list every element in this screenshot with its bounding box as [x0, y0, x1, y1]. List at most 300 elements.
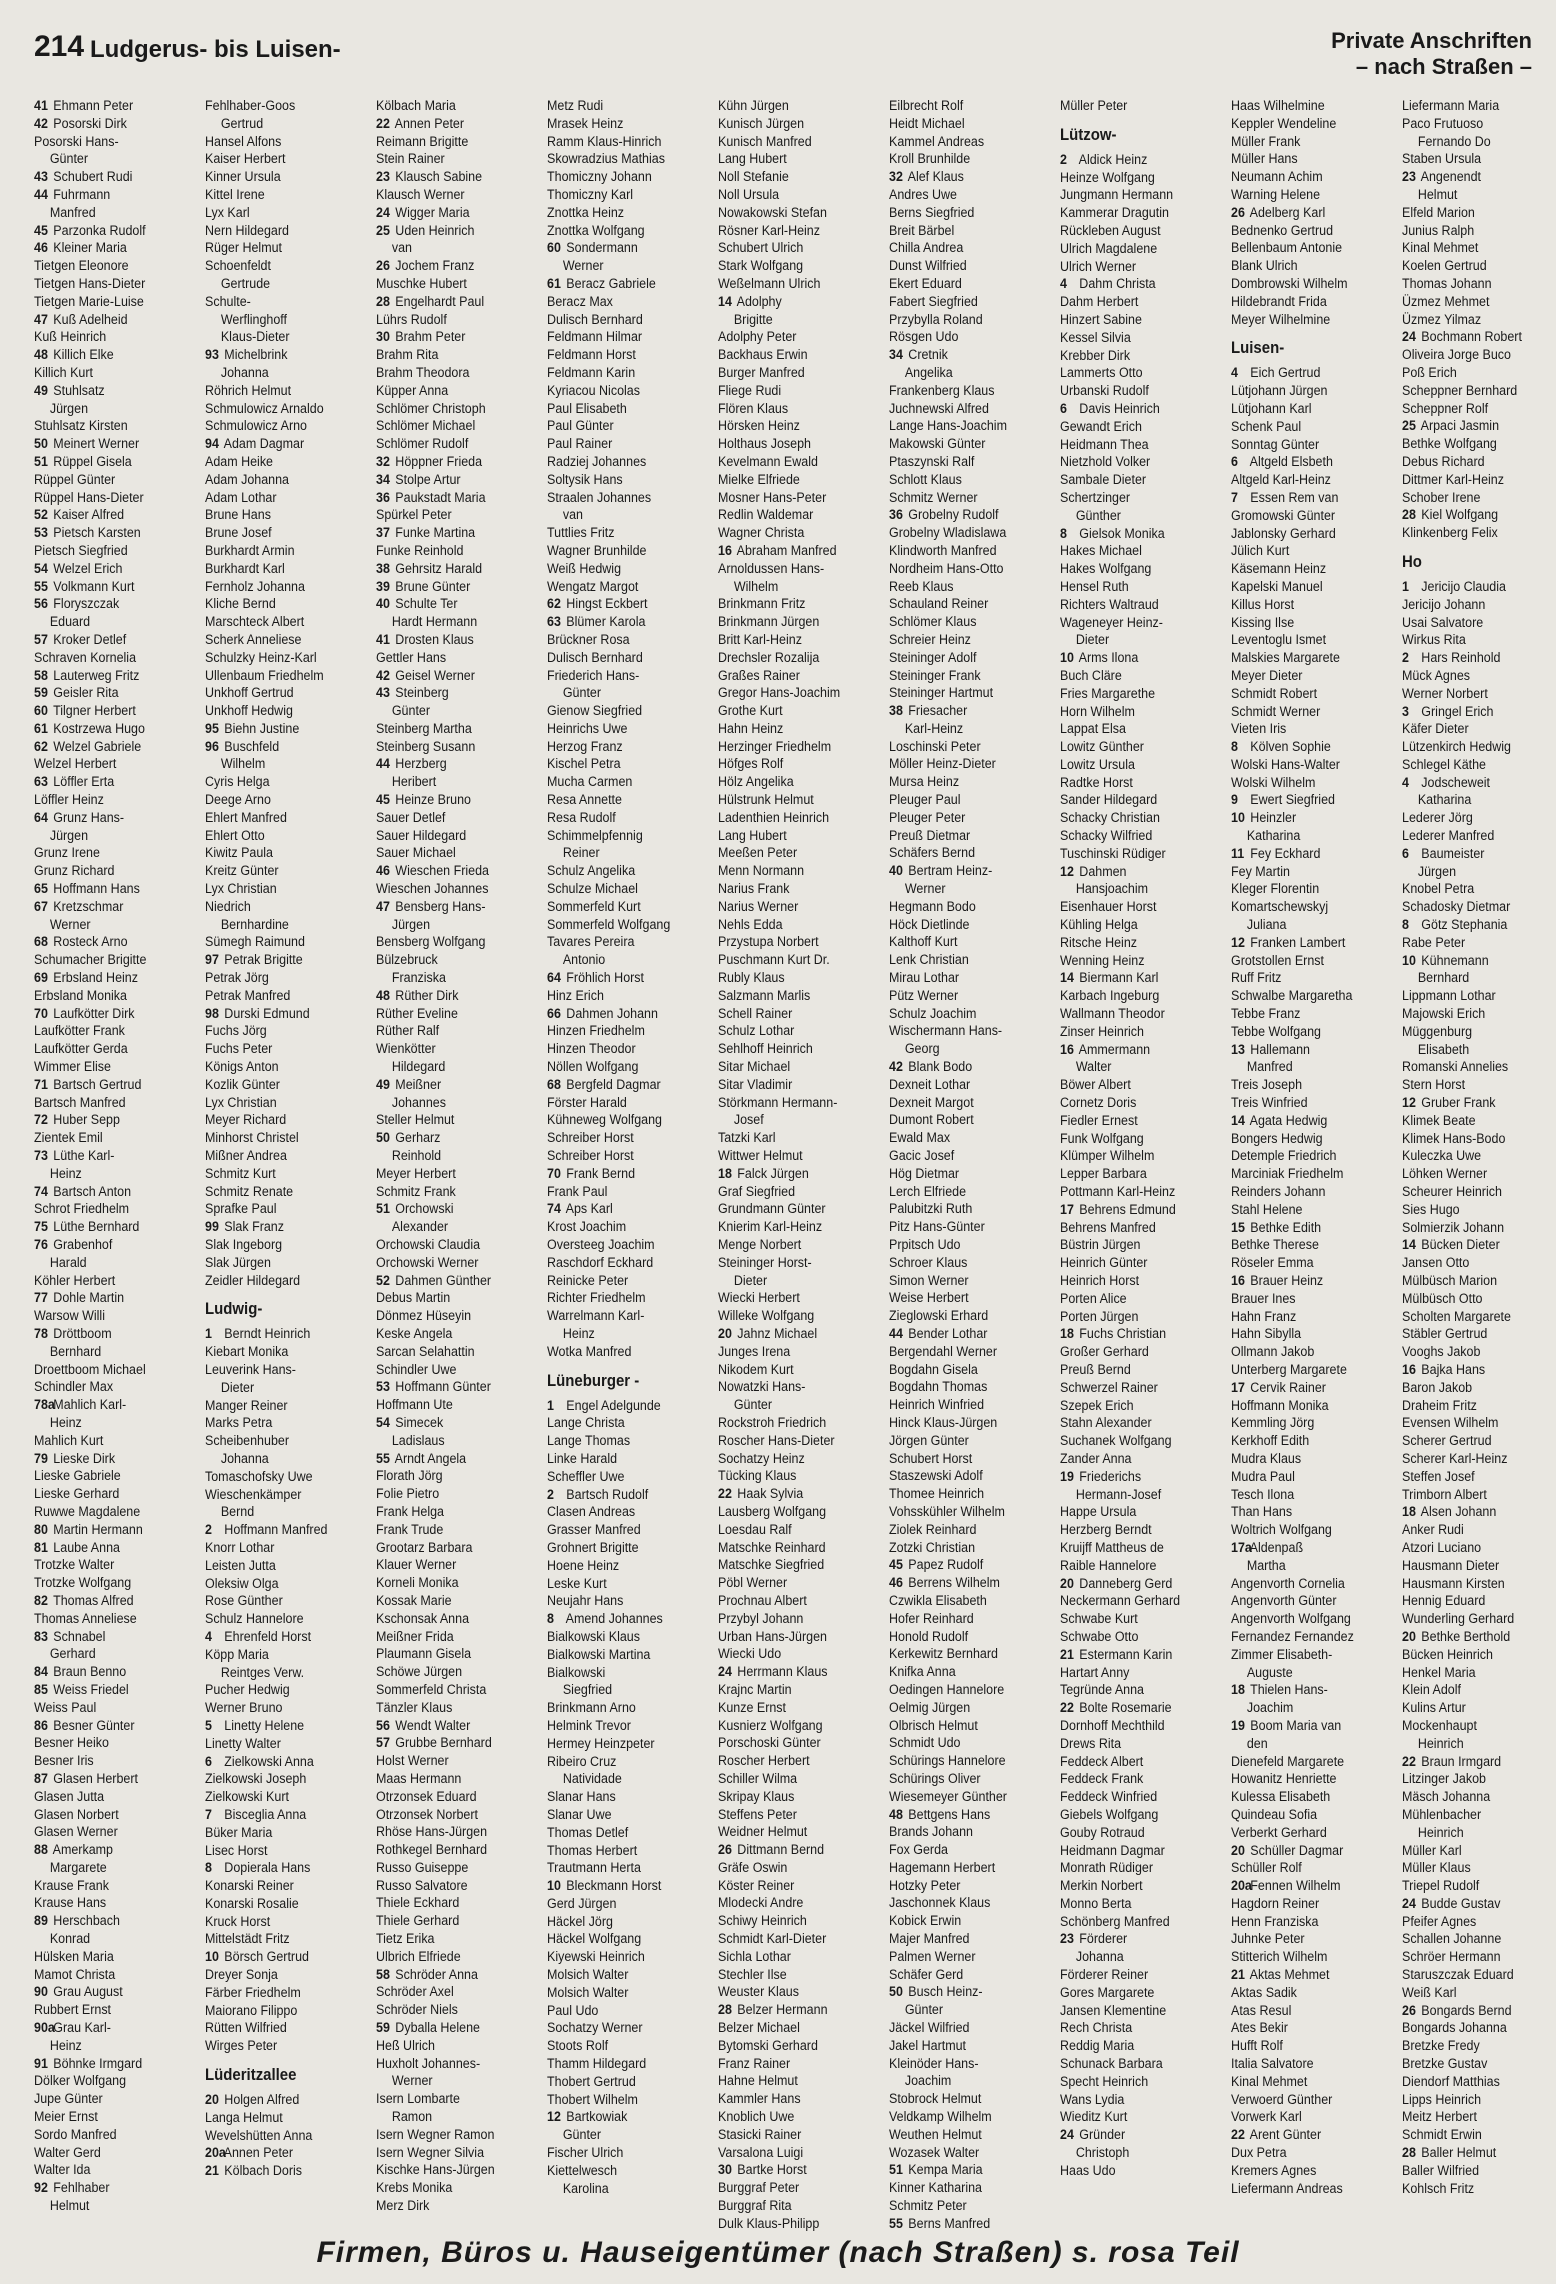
- directory-entry: Paco Frutuoso: [1402, 115, 1484, 132]
- entry-continuation: Fernando Do: [1417, 133, 1491, 150]
- directory-entry: Meißner Frida: [376, 1628, 454, 1645]
- directory-entry: Sarcan Selahattin: [376, 1343, 475, 1360]
- directory-entry: 20a Annen Peter: [205, 2145, 294, 2162]
- directory-entry: Radtke Horst: [1060, 774, 1133, 791]
- directory-entry: Brahm Rita: [376, 347, 439, 364]
- directory-entry: Wimmer Elise: [34, 1059, 111, 1076]
- directory-entry: Bongers Hedwig: [1231, 1130, 1323, 1147]
- entry-continuation: Ramon: [391, 2109, 433, 2126]
- directory-entry: Jupe Günter: [34, 2091, 103, 2108]
- directory-entry: Elfeld Marion: [1402, 204, 1475, 221]
- entry-continuation: Günter: [49, 151, 89, 168]
- directory-entry: Thomee Heinrich: [889, 1486, 985, 1503]
- directory-entry: Wieditz Kurt: [1060, 2109, 1128, 2126]
- directory-entry: Krause Frank: [34, 1877, 109, 1894]
- directory-entry: Triepel Rudolf: [1402, 1878, 1480, 1895]
- directory-column: [1402, 98, 1530, 2234]
- directory-entry: Walter Ida: [34, 2162, 91, 2179]
- directory-entry: 6 Altgeld Elsbeth: [1231, 454, 1333, 471]
- directory-entry: 50 Gerharz: [376, 1130, 441, 1147]
- directory-entry: Stuhlsatz Kirsten: [34, 418, 128, 435]
- directory-entry: Schüller Rolf: [1231, 1860, 1302, 1877]
- house-number: 97: [205, 952, 219, 969]
- entry-continuation: van: [562, 507, 583, 524]
- directory-entry: Thamm Hildegard: [547, 2056, 647, 2073]
- directory-entry: Müller Peter: [1060, 98, 1128, 114]
- house-number: 49: [376, 1076, 390, 1093]
- directory-entry: Rüther Ralf: [376, 1023, 440, 1040]
- directory-entry: Grothe Kurt: [718, 703, 783, 720]
- directory-entry: Ruff Fritz: [1231, 970, 1282, 987]
- directory-entry: 17 Cervik Rainer: [1231, 1379, 1326, 1396]
- directory-entry: Graßes Rainer: [718, 667, 800, 684]
- house-number: 82: [34, 1592, 48, 1609]
- directory-entry: Mosner Hans-Peter: [718, 489, 827, 506]
- directory-column: [718, 98, 887, 2234]
- house-number: 76: [34, 1237, 48, 1253]
- directory-entry: Varsalona Luigi: [718, 2144, 804, 2161]
- directory-entry: Schwerzel Rainer: [1060, 1379, 1158, 1396]
- directory-entry: Poß Erich: [1402, 364, 1457, 381]
- house-number: 78a: [34, 1397, 55, 1414]
- directory-entry: Juchnewski Alfred: [889, 400, 989, 417]
- directory-entry: 58 Lauterweg Fritz: [34, 667, 140, 684]
- directory-entry: Meyer Richard: [205, 1112, 287, 1129]
- house-number: 45: [889, 1557, 903, 1574]
- house-number: 8: [1402, 917, 1409, 934]
- directory-entry: Glasen Norbert: [34, 1806, 119, 1823]
- directory-entry: Böwer Albert: [1060, 1077, 1131, 1094]
- directory-entry: Paul Udo: [547, 2002, 599, 2019]
- directory-entry: Gromowski Günter: [1231, 507, 1336, 524]
- house-number: 10: [1402, 952, 1416, 969]
- directory-entry: Ullenbaum Friedhelm: [205, 667, 324, 684]
- directory-entry: Wiecki Herbert: [718, 1290, 800, 1307]
- directory-entry: Köster Reiner: [718, 1877, 795, 1894]
- directory-entry: Ulbrich Elfriede: [376, 1948, 461, 1965]
- directory-entry: Sochatzy Heinz: [718, 1450, 805, 1467]
- directory-entry: 10 Bleckmann Horst: [547, 1878, 662, 1895]
- directory-entry: Gewandt Erich: [1060, 418, 1142, 435]
- directory-entry: Neumann Achim: [1231, 169, 1323, 186]
- directory-entry: 36 Paukstadt Maria: [376, 489, 486, 506]
- house-number: 68: [547, 1076, 561, 1093]
- directory-entry: Florath Jörg: [376, 1468, 443, 1485]
- directory-entry: Höfges Rolf: [718, 756, 784, 773]
- directory-entry: Kölbach Maria: [376, 98, 456, 114]
- house-number: 28: [376, 293, 390, 310]
- directory-entry: Verberkt Gerhard: [1231, 1824, 1327, 1841]
- directory-entry: Kyriacou Nicolas: [547, 382, 640, 399]
- house-number: 49: [34, 382, 48, 399]
- directory-entry: Holst Werner: [376, 1753, 449, 1770]
- directory-entry: Warrelmann Karl-: [547, 1308, 645, 1325]
- directory-entry: Tietgen Eleonore: [34, 258, 129, 275]
- directory-entry: Schertzinger: [1060, 489, 1131, 506]
- directory-entry: 28 Kiel Wolfgang: [1402, 507, 1499, 524]
- directory-entry: 52 Dahmen Günther: [376, 1272, 492, 1289]
- house-number: 22: [376, 115, 390, 132]
- directory-entry: Hörsken Heinz: [718, 418, 800, 435]
- directory-entry: Besner Heiko: [34, 1735, 109, 1752]
- entry-continuation: Heinz: [562, 1325, 595, 1342]
- entry-continuation: Antonio: [562, 952, 606, 969]
- directory-entry: 14 Agata Hedwig: [1231, 1112, 1328, 1129]
- directory-entry: Jörgen Günter: [889, 1432, 969, 1449]
- house-number: 42: [889, 1059, 903, 1076]
- directory-entry: Jansen Klementine: [1060, 2002, 1167, 2019]
- directory-entry: Treis Winfried: [1231, 1095, 1308, 1112]
- house-number: 41: [34, 98, 48, 114]
- directory-entry: Lowitz Günther: [1060, 739, 1144, 756]
- directory-entry: Wozasek Walter: [889, 2144, 980, 2161]
- house-number: 3: [1402, 703, 1409, 720]
- directory-entry: Scholten Margarete: [1402, 1308, 1511, 1325]
- directory-entry: Lange Thomas: [547, 1433, 631, 1450]
- directory-entry: Hotzky Peter: [889, 1877, 961, 1894]
- directory-entry: Sommerfeld Wolfgang: [547, 916, 671, 933]
- house-number: 51: [889, 2162, 903, 2179]
- directory-entry: Sauer Detlef: [376, 809, 446, 826]
- directory-entry: Langa Helmut: [205, 2109, 283, 2126]
- directory-entry: Fehlhaber-Goos: [205, 98, 296, 114]
- directory-entry: Wittwer Helmut: [718, 1148, 803, 1165]
- directory-entry: Lisec Horst: [205, 1842, 268, 1859]
- directory-entry: Lipps Heinrich: [1402, 2091, 1482, 2108]
- directory-entry: Lyx Karl: [205, 204, 250, 221]
- directory-entry: 45 Parzonka Rudolf: [34, 222, 146, 239]
- directory-entry: 73 Lüthe Karl-: [34, 1148, 115, 1165]
- directory-entry: 20a Fennen Wilhelm: [1231, 1878, 1341, 1895]
- directory-entry: 24 Bochmann Robert: [1402, 329, 1522, 346]
- directory-entry: Lieske Gerhard: [34, 1486, 120, 1503]
- directory-entry: 60 Sondermann: [547, 240, 638, 257]
- directory-entry: Isern Lombarte: [376, 2091, 460, 2108]
- directory-entry: Lausberg Wolfgang: [718, 1503, 827, 1520]
- directory-entry: Weiss Paul: [34, 1699, 97, 1716]
- directory-entry: Rückleben August: [1060, 222, 1161, 239]
- house-number: 12: [1402, 1095, 1416, 1112]
- directory-entry: Knorr Lothar: [205, 1539, 275, 1556]
- directory-entry: Narius Werner: [718, 898, 799, 915]
- directory-entry: Bretzke Gustav: [1402, 2056, 1488, 2073]
- directory-entry: Klindworth Manfred: [889, 542, 997, 559]
- directory-entry: Drews Rita: [1060, 1735, 1122, 1752]
- directory-entry: Schlömer Christoph: [376, 400, 486, 417]
- entry-continuation: Hermann-Josef: [1075, 1486, 1162, 1503]
- directory-entry: Evensen Wilhelm: [1402, 1415, 1499, 1432]
- directory-entry: Oedingen Hannelore: [889, 1681, 1005, 1698]
- directory-entry: Monno Berta: [1060, 1895, 1132, 1912]
- directory-entry: 57 Grubbe Bernhard: [376, 1735, 492, 1752]
- directory-entry: Ulrich Magdalene: [1060, 240, 1158, 257]
- directory-entry: Sümegh Raimund: [205, 934, 305, 951]
- directory-entry: Wieschenkämper: [205, 1486, 302, 1503]
- directory-entry: Kiebart Monika: [205, 1344, 289, 1361]
- house-number: 32: [376, 453, 390, 470]
- directory-entry: Wageneyer Heinz-: [1060, 614, 1163, 631]
- directory-entry: Nordheim Hans-Otto: [889, 560, 1004, 577]
- directory-entry: Zotzki Christian: [889, 1539, 976, 1556]
- house-number: 41: [376, 631, 390, 648]
- directory-entry: Ritsche Heinz: [1060, 934, 1138, 951]
- directory-entry: Russo Salvatore: [376, 1877, 468, 1894]
- directory-entry: 50 Busch Heinz-: [889, 1984, 983, 2001]
- directory-entry: Hoene Heinz: [547, 1557, 620, 1574]
- entry-continuation: Franziska: [391, 970, 446, 987]
- directory-entry: Kuß Heinrich: [34, 329, 107, 346]
- directory-entry: Schiwy Heinrich: [718, 1913, 807, 1930]
- directory-entry: Schell Rainer: [718, 1005, 793, 1022]
- house-number: 44: [376, 756, 390, 773]
- directory-entry: Königs Anton: [205, 1059, 279, 1076]
- house-number: 22: [1231, 2127, 1245, 2144]
- entry-continuation: Hansjoachim: [1075, 881, 1149, 898]
- entry-continuation: Jürgen: [49, 827, 89, 844]
- directory-entry: 61 Beracz Gabriele: [547, 275, 656, 292]
- directory-entry: Rockstroh Friedrich: [718, 1414, 827, 1431]
- directory-entry: Schlömer Michael: [376, 418, 476, 435]
- directory-entry: Heinrich Horst: [1060, 1273, 1140, 1289]
- directory-entry: Jungmann Hermann: [1060, 187, 1174, 204]
- directory-entry: Orchowski Werner: [376, 1254, 479, 1271]
- directory-entry: Lührs Rudolf: [376, 311, 447, 328]
- directory-entry: Tatzki Karl: [718, 1130, 776, 1147]
- directory-entry: 34 Cretnik: [889, 347, 948, 364]
- directory-entry: Ulrich Werner: [1060, 258, 1137, 275]
- directory-entry: Frank Trude: [376, 1521, 444, 1538]
- directory-entry: Scheffler Uwe: [547, 1468, 625, 1485]
- house-number: 54: [34, 560, 48, 577]
- directory-entry: Kruck Horst: [205, 1913, 271, 1930]
- directory-entry: 17 Behrens Edmund: [1060, 1201, 1176, 1218]
- directory-entry: Heß Ulrich: [376, 2037, 435, 2054]
- directory-entry: Buch Cläre: [1060, 667, 1122, 684]
- directory-entry: Kunisch Manfred: [718, 133, 812, 150]
- entry-continuation: Werner: [562, 258, 604, 275]
- house-number: 24: [1402, 1895, 1416, 1912]
- directory-entry: Kühn Jürgen: [718, 98, 789, 114]
- directory-entry: Wallmann Theodor: [1060, 1006, 1165, 1023]
- house-number: 58: [376, 1966, 390, 1983]
- house-number: 2: [1402, 650, 1409, 667]
- house-number: 44: [889, 1325, 903, 1342]
- directory-entry: Droettboom Michael: [34, 1361, 146, 1378]
- directory-entry: Schreier Heinz: [889, 631, 971, 648]
- directory-entry: Schulte-: [205, 293, 251, 310]
- entry-continuation: Reinhold: [391, 1148, 442, 1165]
- house-number: 28: [1402, 2145, 1416, 2162]
- directory-entry: Paul Rainer: [547, 436, 613, 453]
- house-number: 86: [34, 1717, 48, 1734]
- directory-entry: Rothkegel Bernhard: [376, 1842, 488, 1859]
- directory-entry: Steinberg Martha: [376, 720, 472, 737]
- directory-entry: 18 Alsen Johann: [1402, 1504, 1497, 1521]
- directory-entry: Schimmelpfennig: [547, 827, 643, 844]
- house-number: 6: [1060, 400, 1067, 417]
- directory-entry: Eisenhauer Horst: [1060, 899, 1157, 916]
- house-number: 71: [34, 1076, 48, 1093]
- directory-entry: Mirau Lothar: [889, 970, 960, 987]
- house-number: 87: [34, 1770, 48, 1787]
- directory-entry: Urbanski Rudolf: [1060, 383, 1149, 400]
- directory-entry: Ramm Klaus-Hinrich: [547, 133, 662, 150]
- directory-entry: 8 Kölven Sophie: [1231, 739, 1331, 756]
- directory-entry: Italia Salvatore: [1231, 2056, 1314, 2073]
- directory-entry: Liefermann Andreas: [1231, 2180, 1343, 2197]
- directory-entry: Kusnierz Wolfgang: [718, 1717, 823, 1734]
- directory-entry: 26 Adelberg Karl: [1231, 204, 1326, 221]
- house-number: 51: [34, 453, 48, 470]
- directory-entry: Wagner Brunhilde: [547, 542, 647, 559]
- directory-entry: Thiele Eckhard: [376, 1895, 460, 1912]
- directory-entry: Rubly Klaus: [718, 970, 785, 987]
- directory-entry: Klausch Werner: [376, 186, 465, 203]
- house-number: 26: [376, 258, 390, 275]
- house-number: 12: [1231, 934, 1245, 951]
- directory-entry: Mülbüsch Otto: [1402, 1290, 1483, 1307]
- directory-entry: Wenning Heinz: [1060, 952, 1145, 969]
- directory-entry: Liefermann Maria: [1402, 98, 1500, 114]
- directory-entry: Hahne Helmut: [718, 2073, 798, 2090]
- directory-entry: Konarski Reiner: [205, 1878, 294, 1895]
- directory-entry: Schumacher Brigitte: [34, 952, 147, 969]
- directory-entry: 56 Floryszczak: [34, 596, 120, 613]
- directory-entry: Kroll Brunhilde: [889, 151, 971, 168]
- directory-entry: Gräfe Oswin: [718, 1859, 788, 1876]
- directory-entry: 55 Arndt Angela: [376, 1450, 467, 1467]
- directory-entry: Krebs Monika: [376, 2180, 453, 2197]
- directory-entry: Manger Reiner: [205, 1397, 288, 1414]
- directory-entry: Bethke Wolfgang: [1402, 436, 1497, 453]
- directory-entry: 52 Kaiser Alfred: [34, 507, 125, 524]
- directory-entry: Roscher Hans-Dieter: [718, 1432, 835, 1449]
- directory-entry: Müller Hans: [1231, 151, 1298, 168]
- directory-entry: Feldmann Horst: [547, 347, 636, 364]
- directory-entry: 97 Petrak Brigitte: [205, 952, 303, 969]
- directory-entry: Mamot Christa: [34, 1966, 116, 1983]
- directory-entry: Möller Heinz-Dieter: [889, 756, 996, 773]
- entry-continuation: Reiner: [562, 845, 600, 862]
- directory-entry: Jäckel Wilfried: [889, 2020, 970, 2037]
- entry-continuation: Helmut: [49, 2198, 90, 2215]
- directory-entry: Petrak Manfred: [205, 987, 291, 1004]
- directory-entry: 7 Essen Rem van: [1231, 489, 1339, 506]
- house-number: 52: [34, 507, 48, 524]
- directory-entry: Schmitz Kurt: [205, 1165, 276, 1182]
- directory-entry: 90a Grau Karl-: [34, 2020, 111, 2037]
- house-number: 20a: [1231, 1878, 1252, 1895]
- directory-entry: Konarski Rosalie: [205, 1895, 299, 1912]
- directory-entry: 7 Bisceglia Anna: [205, 1806, 307, 1823]
- directory-entry: 42 Blank Bodo: [889, 1059, 973, 1076]
- directory-entry: 71 Bartsch Gertrud: [34, 1076, 142, 1093]
- directory-entry: Unkhoff Gertrud: [205, 685, 294, 702]
- house-number: 62: [547, 596, 561, 613]
- directory-entry: Keske Angela: [376, 1325, 453, 1342]
- directory-entry: 89 Herschbach: [34, 1913, 120, 1930]
- directory-entry: Reinders Johann: [1231, 1184, 1326, 1201]
- house-number: 4: [205, 1628, 212, 1645]
- directory-entry: Glasen Werner: [34, 1824, 118, 1841]
- directory-entry: 22 Braun Irmgard: [1402, 1753, 1502, 1770]
- directory-entry: 18 Falck Jürgen: [718, 1165, 809, 1182]
- directory-entry: Plaumann Gisela: [376, 1646, 472, 1663]
- entry-continuation: Joachim: [904, 2073, 952, 2090]
- directory-entry: 70 Frank Bernd: [547, 1165, 636, 1182]
- directory-entry: Grasser Manfred: [547, 1522, 641, 1539]
- directory-entry: 16 Brauer Heinz: [1231, 1273, 1324, 1289]
- directory-entry: Hagemann Herbert: [889, 1859, 996, 1876]
- directory-entry: Schöwe Jürgen: [376, 1664, 463, 1681]
- directory-entry: Oliveira Jorge Buco: [1402, 347, 1511, 364]
- directory-entry: Laufkötter Gerda: [34, 1041, 128, 1058]
- directory-entry: 13 Hallemann: [1231, 1041, 1310, 1058]
- directory-entry: Weiß Karl: [1402, 1984, 1457, 2001]
- directory-entry: Richters Waltraud: [1060, 596, 1159, 613]
- directory-entry: Kulins Artur: [1402, 1700, 1466, 1717]
- directory-entry: 77 Dohle Martin: [34, 1290, 125, 1307]
- directory-entry: Weise Herbert: [889, 1290, 969, 1307]
- directory-entry: Schmulowicz Arnaldo: [205, 400, 324, 417]
- directory-entry: Pitz Hans-Günter: [889, 1219, 985, 1236]
- directory-entry: Pleuger Peter: [889, 809, 966, 826]
- directory-entry: Dienefeld Margarete: [1231, 1753, 1345, 1770]
- directory-entry: Britt Karl-Heinz: [718, 631, 802, 648]
- directory-entry: Häckel Jörg: [547, 1913, 613, 1930]
- directory-entry: 68 Bergfeld Dagmar: [547, 1076, 661, 1093]
- entry-continuation: Konrad: [49, 1931, 91, 1948]
- directory-entry: 2 Hoffmann Manfred: [205, 1522, 328, 1539]
- directory-entry: Gregor Hans-Joachim: [718, 685, 841, 702]
- house-number: 7: [205, 1806, 212, 1823]
- entry-continuation: Bernhard: [1417, 970, 1470, 987]
- house-number: 53: [376, 1379, 390, 1396]
- directory-entry: Huxholt Johannes-: [376, 2055, 481, 2072]
- entry-continuation: Ladislaus: [391, 1432, 445, 1449]
- directory-entry: Röseler Emma: [1231, 1255, 1314, 1272]
- directory-entry: Angenvorth Wolfgang: [1231, 1611, 1351, 1628]
- directory-entry: Maiorano Filippo: [205, 2002, 298, 2019]
- directory-entry: Mlodecki Andre: [718, 1895, 804, 1912]
- directory-entry: 54 Simecek: [376, 1414, 444, 1431]
- directory-entry: Dunst Wilfried: [889, 258, 967, 275]
- entry-continuation: Josef: [733, 1112, 764, 1129]
- directory-entry: Roscher Herbert: [718, 1753, 810, 1770]
- house-number: 14: [1231, 1112, 1245, 1129]
- directory-entry: Znottka Wolfgang: [547, 222, 645, 239]
- house-number: 23: [376, 169, 390, 186]
- directory-entry: Clasen Andreas: [547, 1504, 636, 1521]
- directory-entry: Ehlert Otto: [205, 827, 265, 844]
- directory-entry: Krost Joachim: [547, 1219, 627, 1236]
- directory-entry: Üzmez Mehmet: [1402, 293, 1490, 310]
- directory-entry: Schmidt Karl-Dieter: [718, 1931, 827, 1948]
- directory-entry: Bogdahn Gisela: [889, 1361, 978, 1378]
- directory-entry: Schober Irene: [1402, 489, 1481, 506]
- directory-entry: Kessel Silvia: [1060, 329, 1131, 346]
- directory-entry: Feldmann Hilmar: [547, 329, 643, 346]
- directory-entry: Herzberg Berndt: [1060, 1522, 1152, 1539]
- entry-continuation: den: [1246, 1735, 1268, 1752]
- directory-entry: Tänzler Klaus: [376, 1699, 453, 1716]
- house-number: 26: [1402, 2002, 1416, 2019]
- directory-entry: Lang Hubert: [718, 151, 787, 168]
- directory-entry: Schwabe Kurt: [1060, 1611, 1138, 1628]
- directory-entry: Werner Norbert: [1402, 685, 1488, 702]
- directory-entry: 24 Budde Gustav: [1402, 1895, 1501, 1912]
- directory-entry: Zinser Heinrich: [1060, 1023, 1144, 1040]
